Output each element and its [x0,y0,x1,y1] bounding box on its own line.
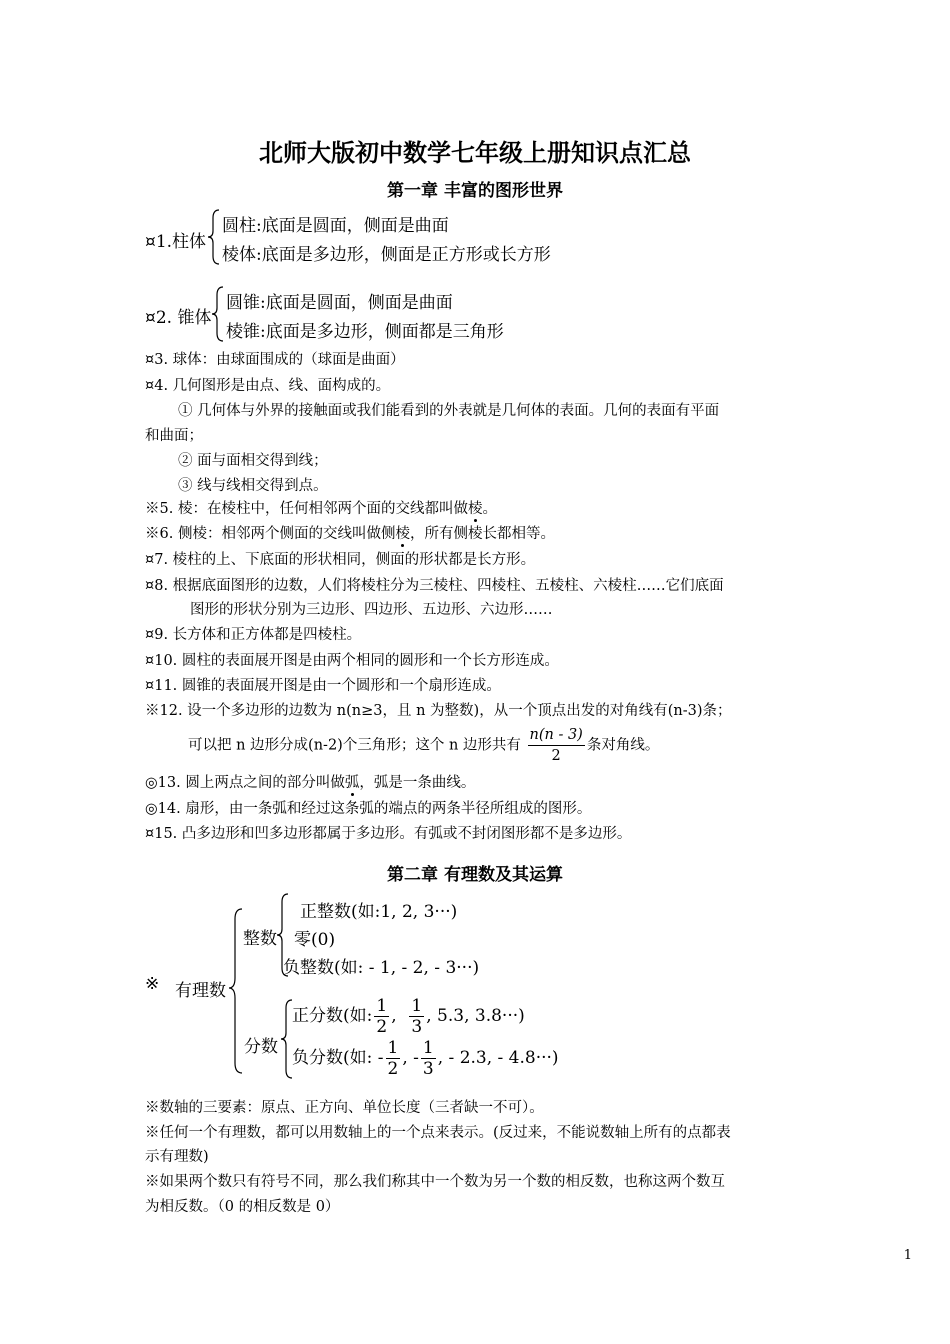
fraction-numerator: 1 [376,996,388,1016]
fraction-denominator: 3 [411,1017,423,1037]
brace-icon [207,208,221,266]
item-13-text: ◎13. 圆上两点之间的部分叫做 [145,775,345,791]
page-title: 北师大版初中数学七年级上册知识点汇总 [259,139,691,167]
item-1-label: ¤1.柱体 [145,232,207,252]
note-rational-point: ※任何一个有理数，都可以用数轴上的一个点来表示。(反过来，不能说数轴上所有的点都表 [145,1125,731,1141]
item-4-3: ③ 线与线相交得到点。 [178,478,328,494]
item-6-end: ，所有侧棱长都相等。 [409,526,555,542]
fraction-denominator: 2 [376,1017,388,1037]
item-6-emphasis: 棱 [395,526,410,542]
item-10: ¤10. 圆柱的表面展开图是由两个相同的圆形和一个长方形连成。 [145,653,559,669]
item-4-2: ② 面与面相交得到线； [178,453,328,469]
item-8-cont: 图形的形状分别为三边形、四边形、五边形、六边形…… [190,602,553,618]
tree-mark: ※ [145,974,160,994]
item-12-cont [188,725,659,766]
item-9: ¤9. 长方体和正方体都是四棱柱。 [145,627,362,643]
item-5-emphasis: 棱 [467,501,483,517]
fraction-numerator: 1 [411,996,423,1016]
item-6-text: ※6. 侧棱：相邻两个侧面的交线叫做侧 [145,526,396,542]
fraction-numerator: 1 [422,1038,434,1058]
item-12-cont-text: 可以把 n 边形分成(n-2)个三角形；这个 n 边形共有 [188,737,521,754]
item-5-text: ※5. 棱：在棱柱中，任何相邻两个面的交线都叫做 [145,501,468,517]
item-14: ◎14. 扇形，由一条弧和经过这条弧的端点的两条半径所组成的图形。 [145,801,592,817]
positive-fraction-end: , 5.3, 3.8···) [426,1006,525,1026]
item-6 [145,524,555,544]
chapter-1-heading: 第一章 丰富的图形世界 [387,181,563,201]
item-4-1-cont: 和曲面； [145,428,203,444]
negative-fraction [292,1038,559,1079]
item-1-prism: 棱体:底面是多边形，侧面是正方形或长方形 [222,245,551,265]
fraction-neg-one-half [386,1038,401,1079]
item-15: ¤15. 凸多边形和凹多边形都属于多边形。有弧或不封闭图形都不是多边形。 [145,826,632,842]
negative-fraction-text: 负分数(如: - [292,1048,384,1068]
negative-fraction-end: , - 2.3, - 4.8···) [437,1048,559,1068]
fraction-numerator: n(n - 3) [528,725,585,746]
zero: 零(0) [294,930,336,950]
fraction-denominator: 3 [422,1059,434,1079]
note-opposite-cont: 为相反数。（0 的相反数是 0） [145,1199,340,1215]
fraction-denominator: 2 [551,748,561,764]
brace-icon [228,906,244,1076]
diagonal-fraction [528,725,585,766]
chapter-2-heading: 第二章 有理数及其运算 [387,865,563,885]
positive-integer: 正整数(如:1, 2, 3···) [300,902,458,922]
fraction-one-third [409,996,424,1037]
item-3: ¤3. 球体：由球面围成的（球面是曲面） [145,352,405,368]
item-1-cylinder: 圆柱:底面是圆面，侧面是曲面 [222,216,449,236]
item-13 [145,773,475,793]
fraction-label: 分数 [244,1037,278,1057]
fraction-denominator: 2 [387,1059,399,1079]
item-4-1: ① 几何体与外界的接触面或我们能看到的外表就是几何体的表面。几何的表面有平面 [178,403,720,419]
item-13-emphasis: 弧 [344,775,360,791]
fraction-numerator: 1 [387,1038,399,1058]
item-2-pyramid: 棱锥:底面是多边形，侧面都是三角形 [226,322,504,342]
item-13-end: ，弧是一条曲线。 [359,775,476,791]
note-number-line: ※数轴的三要素：原点、正方向、单位长度（三者缺一不可）。 [145,1100,544,1116]
item-7: ¤7. 棱柱的上、下底面的形状相同，侧面的形状都是长方形。 [145,552,536,568]
item-11: ¤11. 圆锥的表面展开图是由一个圆形和一个扇形连成。 [145,678,501,694]
fraction-neg-one-third [421,1038,436,1079]
note-rational-point-cont: 示有理数) [145,1149,209,1165]
integer-label: 整数 [243,929,277,949]
note-opposite: ※如果两个数只有符号不同，那么我们称其中一个数为另一个数的相反数，也称这两个数互 [145,1174,725,1190]
page-number: 1 [903,1248,912,1263]
item-2-label: ¤2. 锥体 [145,308,212,328]
negative-fraction-sep: , - [402,1048,419,1068]
fraction-one-half [374,996,389,1037]
brace-icon [211,285,225,343]
item-2-cone: 圆锥:底面是圆面，侧面是曲面 [226,293,453,313]
item-12: ※12. 设一个多边形的边数为 n(n≥3，且 n 为整数)，从一个顶点出发的对角线有(n-3)条； [145,703,732,719]
item-12-cont-end: 条对角线。 [586,737,660,754]
item-8: ¤8. 根据底面图形的边数，人们将棱柱分为三棱柱、四棱柱、五棱柱、六棱柱……它们底面 [145,578,724,594]
rational-label: 有理数 [175,981,226,1001]
item-5-end: 。 [482,501,497,517]
negative-integer: 负整数(如: - 1, - 2, - 3···) [283,958,480,978]
item-4: ¤4. 几何图形是由点、线、面构成的。 [145,378,391,394]
positive-fraction-text: 正分数(如: [292,1006,373,1026]
positive-fraction: 正分数(如: $\frac{1}{2}$ , $\frac{1}{3}$ , 5.3, 3.8···) [292,996,525,1037]
item-5 [145,499,497,519]
